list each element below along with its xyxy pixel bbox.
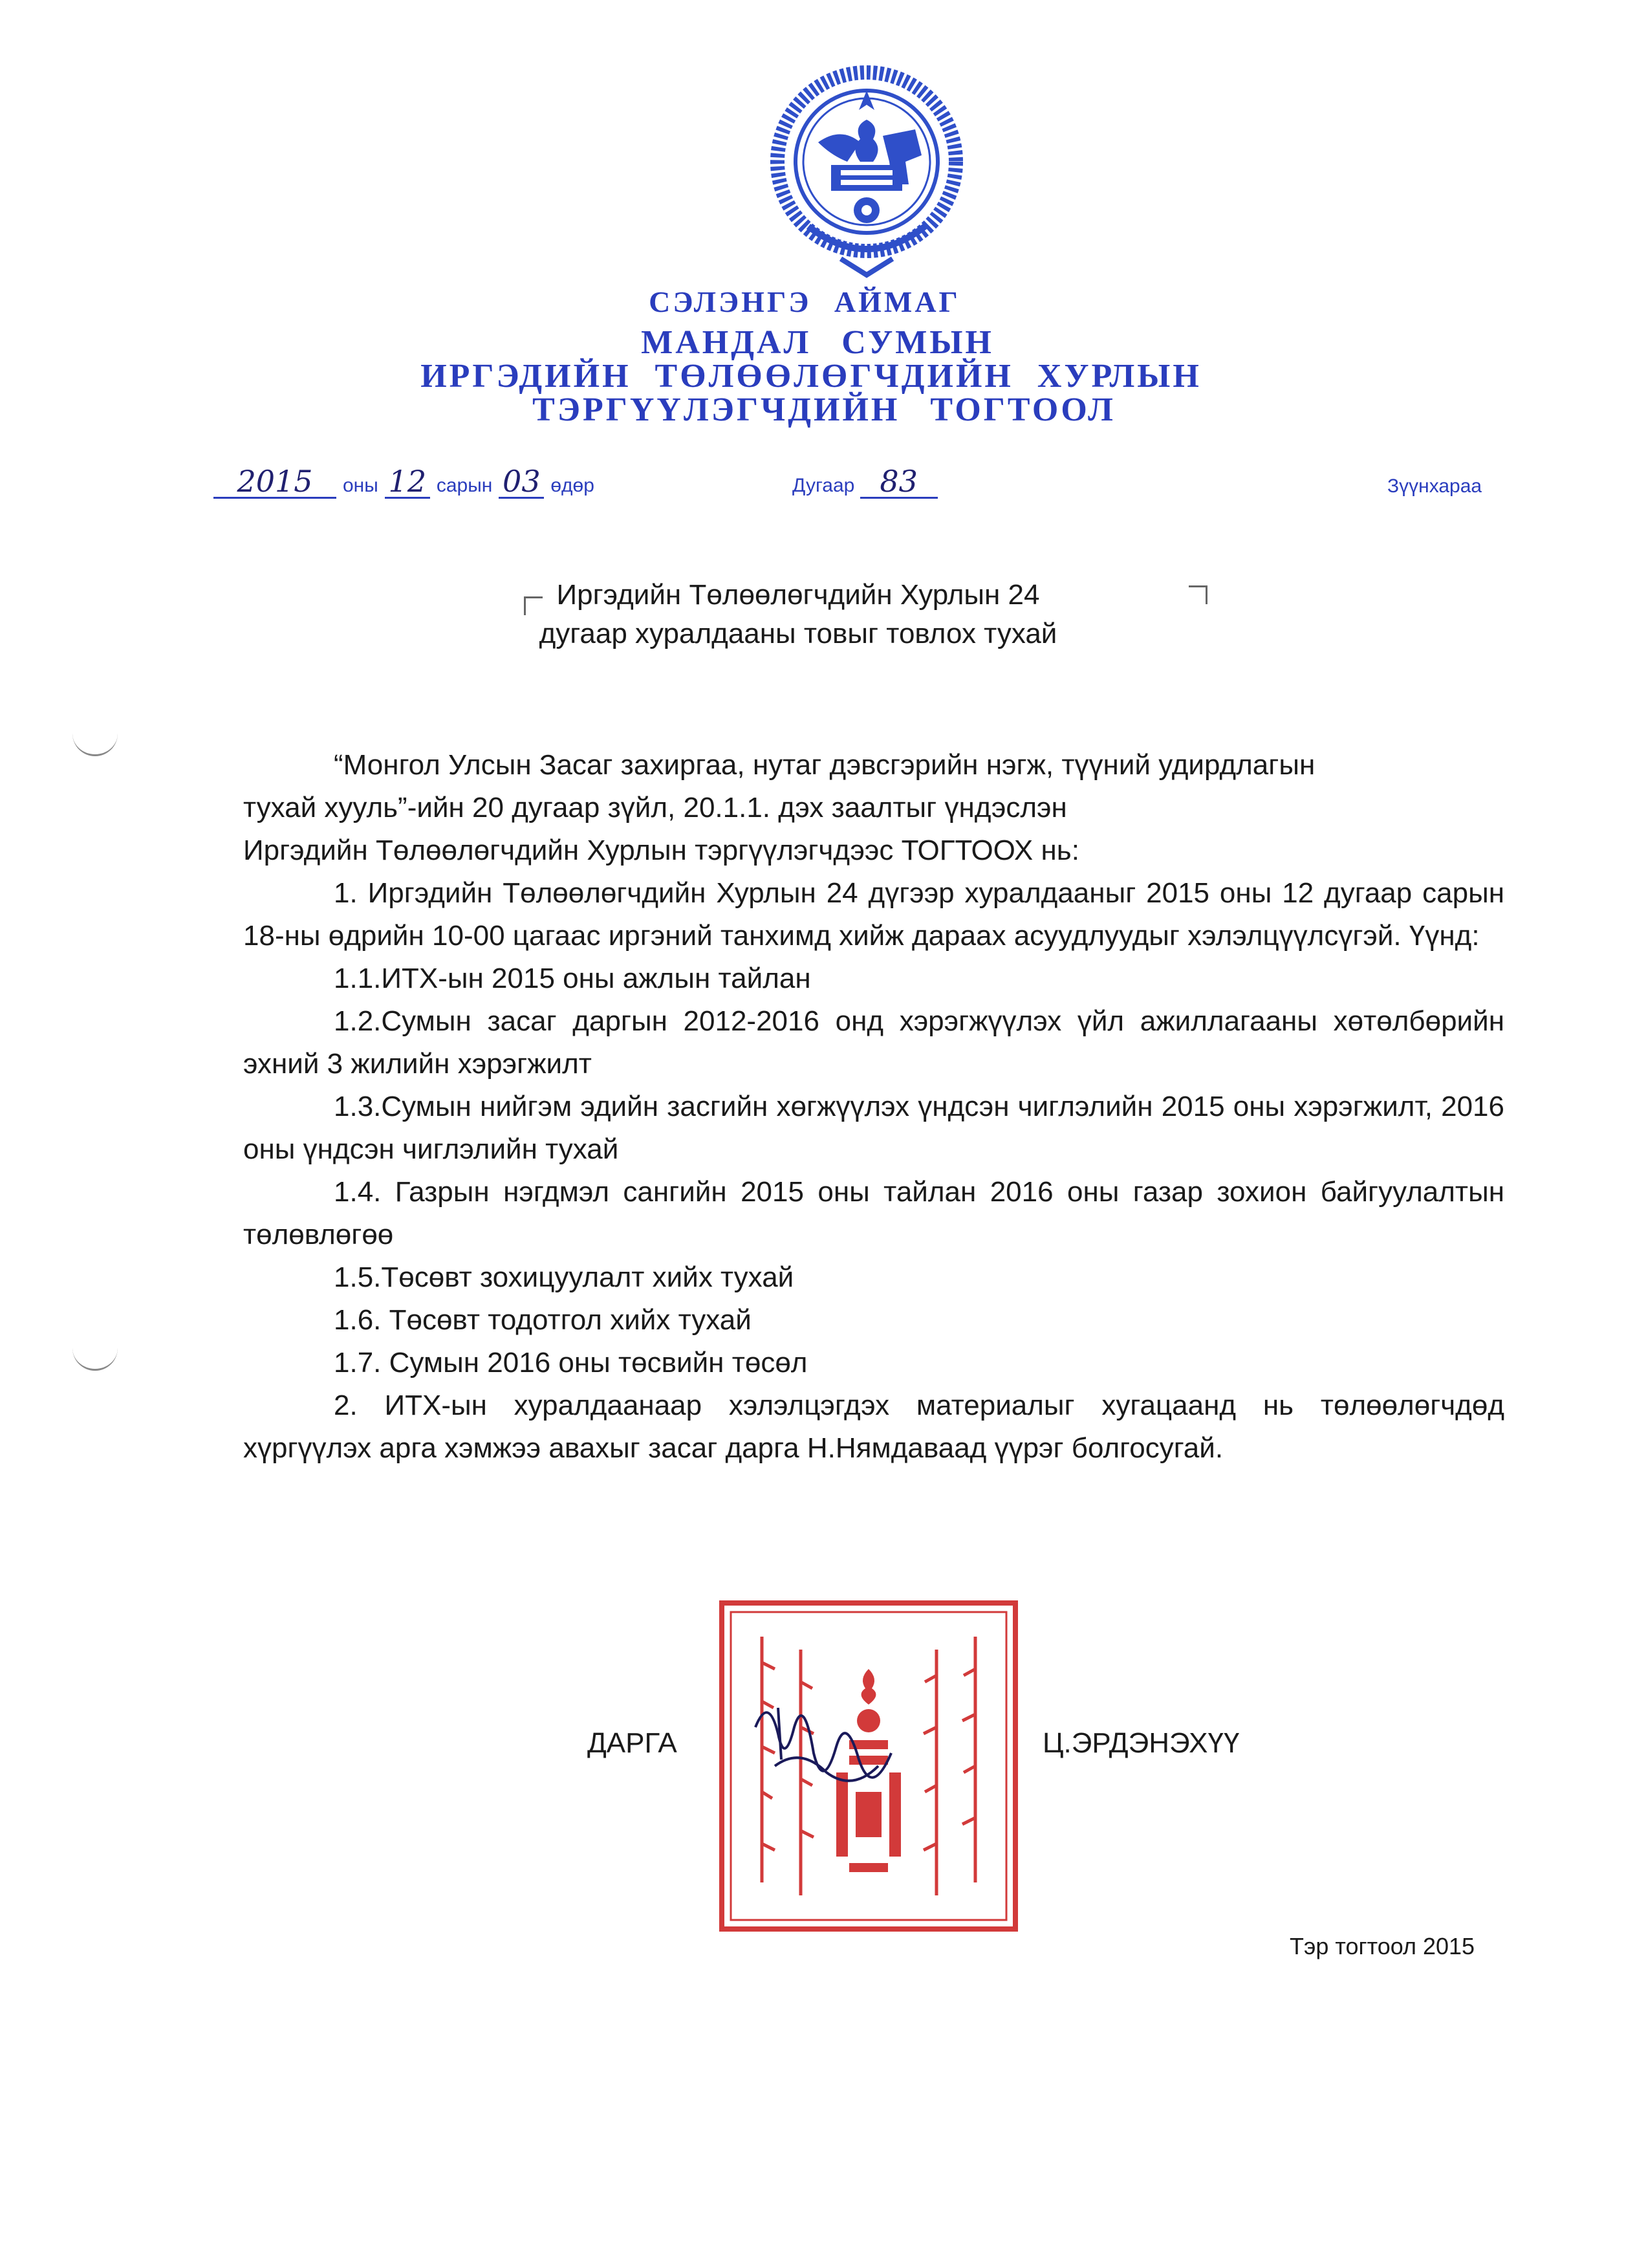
header-resolution: ТЭРГҮҮЛЭГЧДИЙН ТОГТООЛ bbox=[532, 391, 1116, 428]
signature-name: Ц.ЭРДЭНЭХҮҮ bbox=[1043, 1727, 1240, 1759]
item-2: 2. ИТХ-ын хуралдаанаар хэлэлцэгдэх материалыг хугацаанд нь төлөөлөгчдөд хүргүүлэх арга хэмжээ авахыг засаг дарга Н.Нямдаваад үүрэг болгосугай. bbox=[243, 1390, 1504, 1464]
intro-line-2: тухай хууль”-ийн 20 дугаар зүйл, 20.1.1. дэх заалтыг үндэслэн bbox=[243, 792, 1067, 823]
date-year: 2015 bbox=[213, 466, 336, 499]
month-label: сарын bbox=[436, 475, 493, 496]
item-1: 1. Иргэдийн Төлөөлөгчдийн Хурлын 24 дүгээр хуралдааныг 2015 оны 12 дугаар сарын 18-ны өдрийн 10-00 цагаас иргэний танхимд хийж дараах асуудлуудыг хэлэлцүүлсүгэй. Үүнд: bbox=[243, 877, 1504, 952]
sub-item-1-5: 1.5.Төсөвт зохицуулалт хийх тухай bbox=[334, 1261, 794, 1293]
sub-item-1-1: 1.1.ИТХ-ын 2015 оны ажлын тайлан bbox=[334, 963, 811, 994]
footer-note: Тэр тогтоол 2015 bbox=[1290, 1933, 1475, 1959]
title-line-1: Иргэдийн Төлөөлөгчдийн Хурлын 24 bbox=[556, 579, 1040, 611]
resolution-number bbox=[792, 466, 938, 499]
punch-hole-top bbox=[72, 731, 118, 756]
sub-item-1-3: 1.3.Сумын нийгэм эдийн засгийн хөгжүүлэх үндсэн чиглэлийн 2015 оны хэрэгжилт, 2016 оны үндсэн чиглэлийн тухай bbox=[243, 1091, 1504, 1165]
signature-title: ДАРГА bbox=[587, 1727, 677, 1759]
header-aimag: СЭЛЭНГЭ АЙМАГ bbox=[649, 285, 960, 318]
number-label: Дугаар bbox=[792, 475, 855, 496]
date-month: 12 bbox=[385, 466, 430, 499]
punch-hole-bottom bbox=[72, 1346, 118, 1371]
year-label: оны bbox=[343, 475, 378, 496]
intro-line-3: Иргэдийн Төлөөлөгчдийн Хурлын тэргүүлэгчдээс ТОГТООХ нь: bbox=[243, 834, 1079, 866]
state-emblem-icon bbox=[770, 65, 964, 278]
number-value: 83 bbox=[860, 466, 938, 499]
sub-item-1-6: 1.6. Төсөвт тодотгол хийх тухай bbox=[334, 1304, 752, 1336]
official-seal-icon bbox=[717, 1598, 1021, 1934]
body bbox=[243, 744, 1504, 1470]
header-sum: МАНДАЛ СУМЫН bbox=[641, 324, 994, 361]
date-day: 03 bbox=[499, 466, 544, 499]
sub-item-1-7: 1.7. Сумын 2016 оны төсвийн төсөл bbox=[334, 1347, 808, 1379]
header-khural: ИРГЭДИЙН ТӨЛӨӨЛӨГЧДИЙН ХУРЛЫН bbox=[420, 358, 1202, 395]
intro-line-1: “Монгол Улсын Засаг захиргаа, нутаг дэвсгэрийн нэгж, түүний удирдлагын bbox=[334, 749, 1316, 781]
sub-item-1-2: 1.2.Сумын засаг даргын 2012-2016 онд хэрэгжүүлэх үйл ажиллагааны хөтөлбөрийн эхний 3 жилийн хэрэгжилт bbox=[243, 1005, 1504, 1080]
location: Зүүнхараа bbox=[1387, 475, 1482, 497]
day-label: өдөр bbox=[550, 475, 594, 496]
title-line-2: дугаар хуралдааны товыг товлох тухай bbox=[539, 618, 1057, 649]
date-row bbox=[213, 466, 601, 499]
sub-item-1-4: 1.4. Газрын нэгдмэл сангийн 2015 оны тайлан 2016 оны газар зохион байгуулалтын төлөвлөгөө bbox=[243, 1176, 1504, 1250]
